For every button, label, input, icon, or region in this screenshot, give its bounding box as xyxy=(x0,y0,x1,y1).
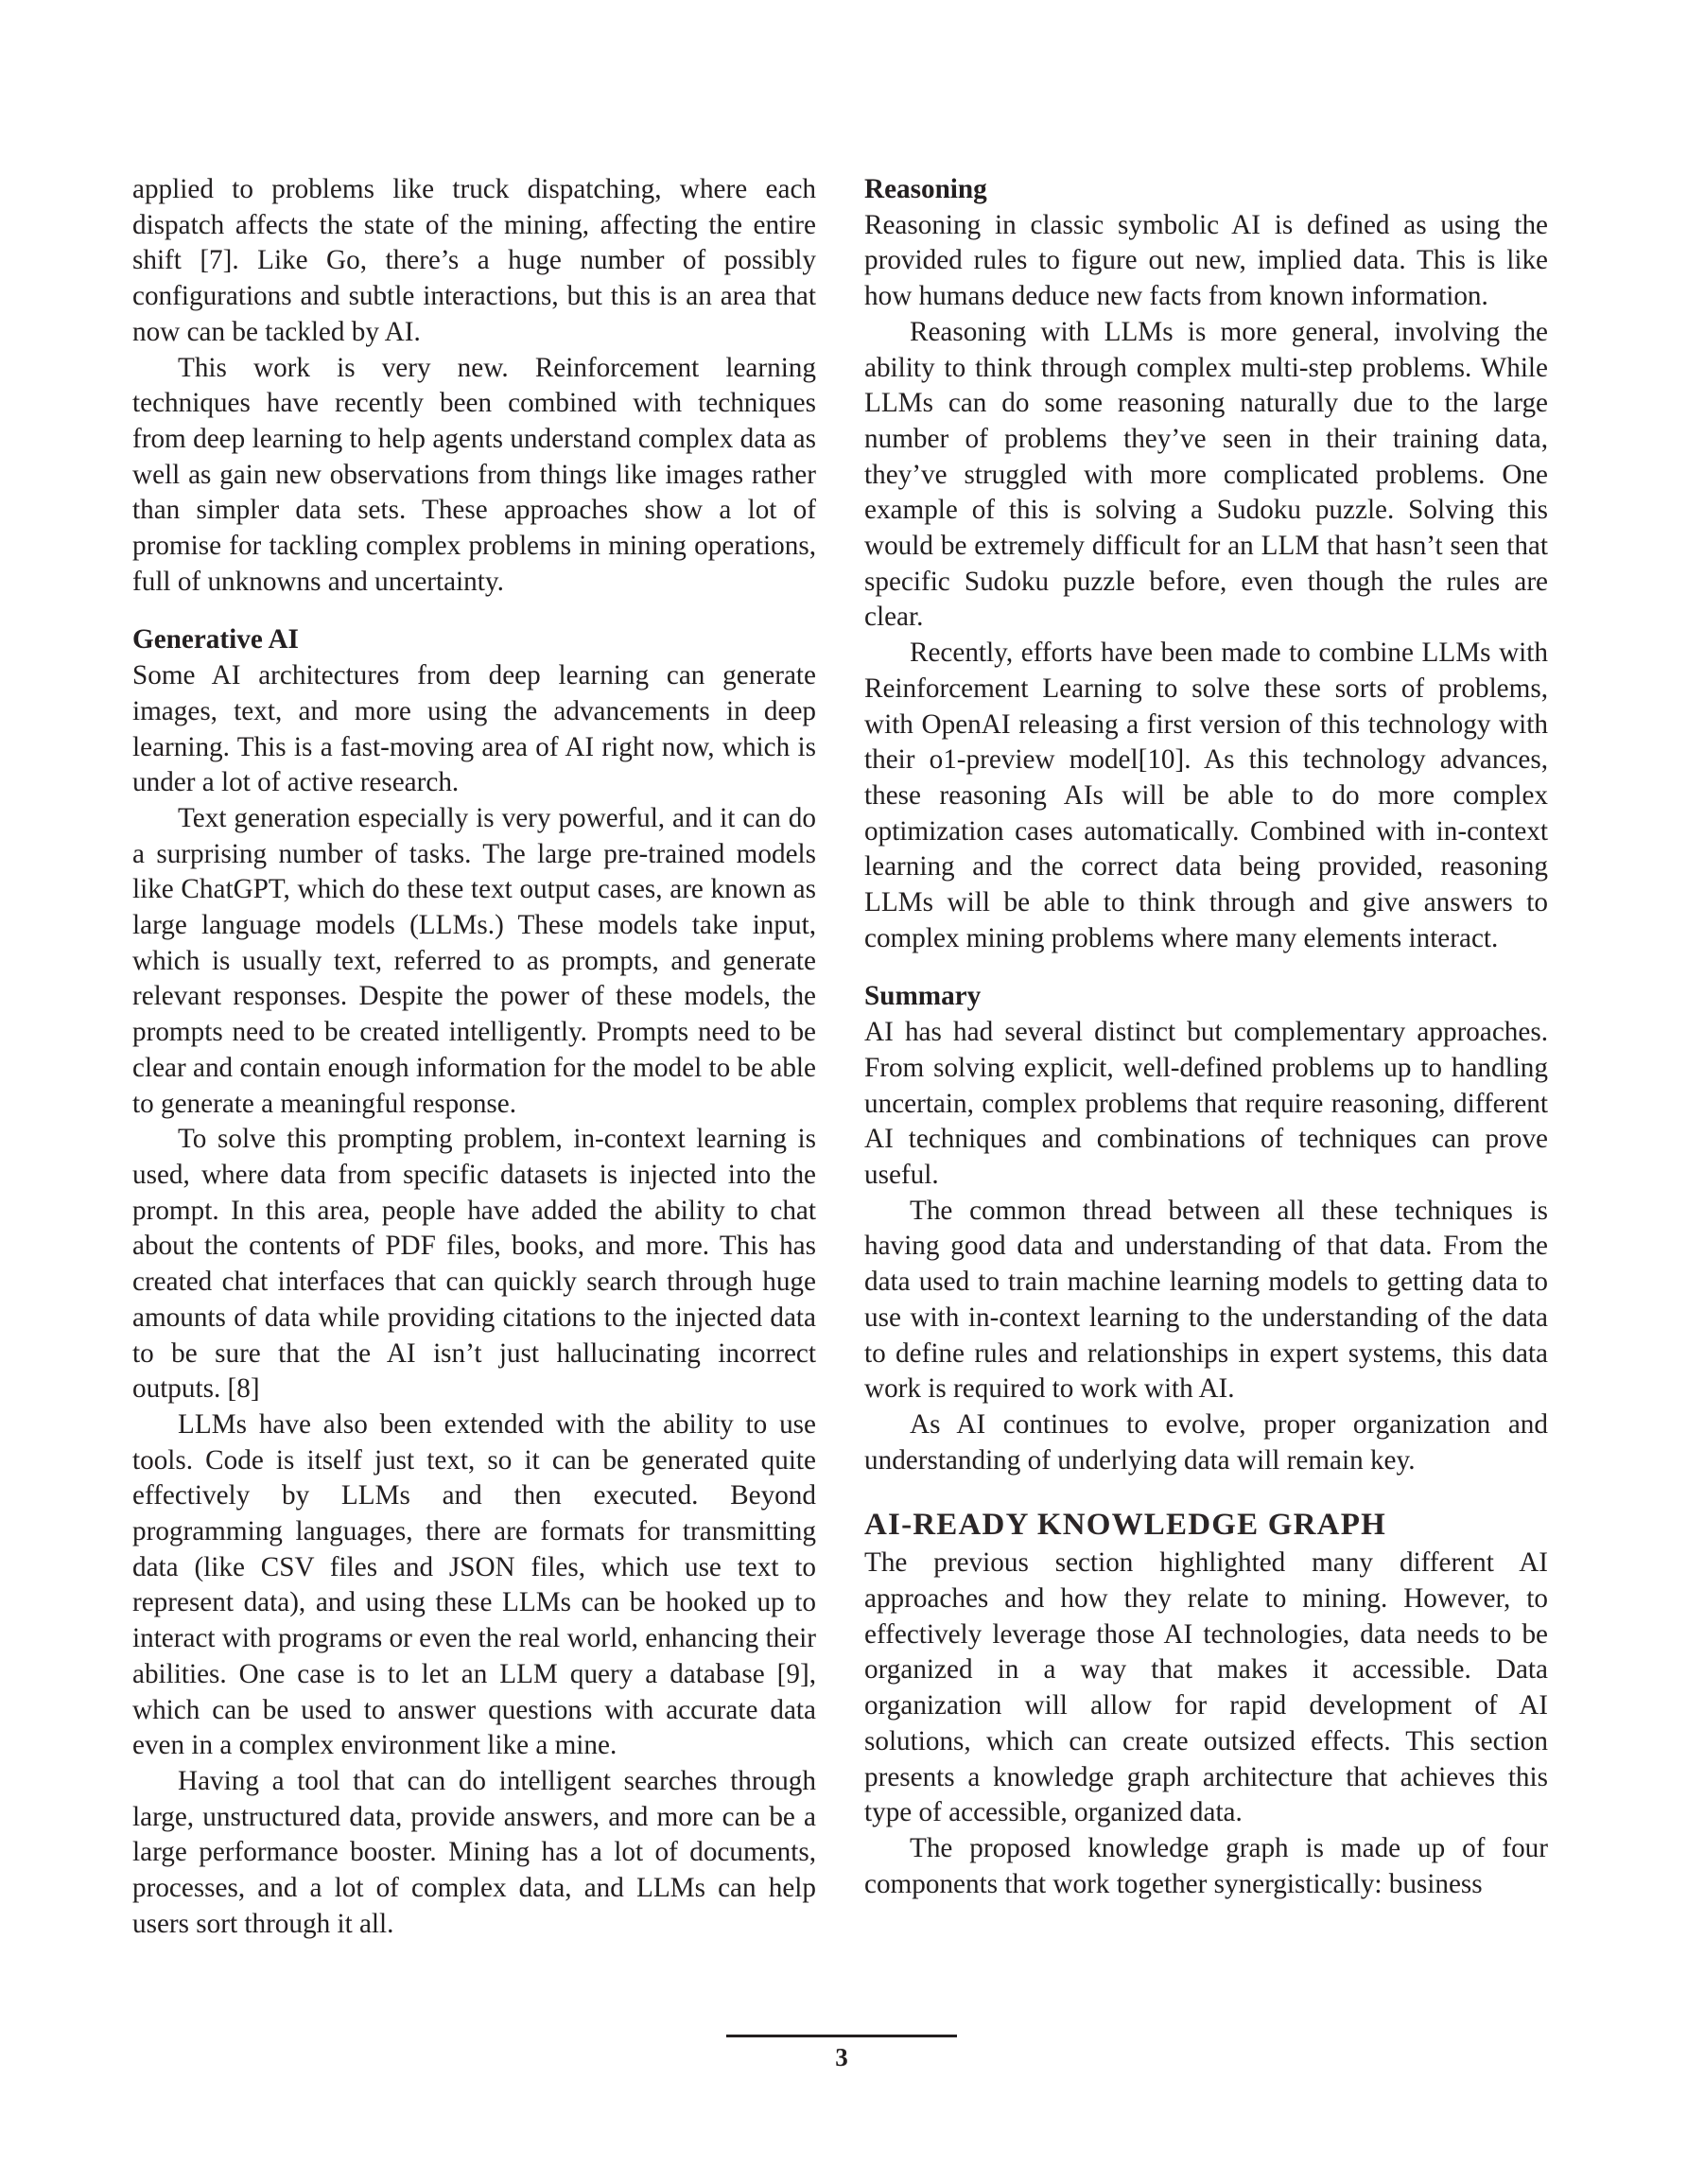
paragraph: AI has had several distinct but complementary approaches. From solving explicit, well-defined problems up to handling uncertain, complex problems that require reasoning, different AI techniques and combinations of techniques can prove useful. xyxy=(864,1017,1548,1190)
footer-divider xyxy=(726,2035,957,2037)
paragraph: This work is very new. Reinforcement learning techniques have recently been combined with techniques from deep learning to help agents understand complex data as well as gain new observations from things like images rather than simpler data sets. These approaches show a lot of promise for tackling complex problems in mining operations, full of unknowns and uncertainty. xyxy=(132,352,816,597)
subsection-heading-reasoning: Reasoning xyxy=(864,174,987,204)
paragraph: Recently, efforts have been made to combine LLMs with Reinforcement Learning to solve these sorts of problems, with OpenAI releasing a first version of this technology with their o1-preview model[10]. As this technology advances, these reasoning AIs will be able to do more complex optimization cases automatically. Combined with in-context learning and the correct data being provided, reasoning LLMs will be able to think through and give answers to complex mining problems where many elements interact. xyxy=(864,638,1548,953)
paragraph: The common thread between all these techniques is having good data and understanding of that data. From the data used to train machine learning models to getting data to use with in-context learning to the understanding of the data to define rules and relationships in expert systems, this data work is required to work with AI. xyxy=(864,1195,1548,1405)
paragraph: The proposed knowledge graph is made up of four components that work together synergistically: business xyxy=(864,1832,1548,1899)
paragraph: As AI continues to evolve, proper organization and understanding of underlying data will remain key. xyxy=(864,1408,1548,1476)
section-heading-knowledge-graph: AI-READY KNOWLEDGE GRAPH xyxy=(864,1508,1386,1543)
subsection-heading-summary: Summary xyxy=(864,981,982,1012)
paragraph: Some AI architectures from deep learning can generate images, text, and more using the advancements in deep learning. This is a fast-moving area of AI right now, which is under a lot of active research. xyxy=(132,660,816,798)
paragraph: To solve this prompting problem, in-context learning is used, where data from specific datasets is injected into the prompt. In this area, people have added the ability to chat about the contents of PDF files, books, and more. This has created chat interfaces that can quickly search through huge amounts of data while providing citations to the injected data to be sure that the AI isn’t just hallucinating incorrect outputs. [8] xyxy=(132,1124,816,1405)
paragraph: The previous section highlighted many different AI approaches and how they relate to mining. However, to effectively leverage those AI technologies, data needs to be organized in a way that makes it accessible. Data organization will allow for rapid development of AI solutions, which can create outsized effects. This section presents a knowledge graph architecture that achieves this type of accessible, organized data. xyxy=(864,1547,1548,1828)
paragraph: Having a tool that can do intelligent searches through large, unstructured data, provide answers, and more can be a large performance booster. Mining has a lot of documents, processes, and a lot of complex data, and LLMs can help users sort through it all. xyxy=(132,1765,816,1939)
paragraph: LLMs have also been extended with the ability to use tools. Code is itself just text, so it can be generated quite effectively by LLMs and then executed. Beyond programming languages, there are formats for transmitting data (like CSV files and JSON files, which use text to represent data), and using these LLMs can be hooked up to interact with programs or even the real world, enhancing their abilities. One case is to let an LLM query a database [9], which can be used to answer questions with accurate data even in a complex environment like a mine. xyxy=(132,1408,816,1761)
paragraph: applied to problems like truck dispatching, where each dispatch affects the state of the mining, affecting the entire shift [7]. Like Go, there’s a huge number of possibly configurations and subtle interactions, but this is an area that now can be tackled by AI. xyxy=(132,174,816,347)
paragraph: Reasoning with LLMs is more general, involving the ability to think through complex multi-step problems. While LLMs can do some reasoning naturally due to the large number of problems they’ve seen in their training data, they’ve struggled with more complicated problems. One example of this is solving a Sudoku puzzle. Solving this would be extremely difficult for an LLM that hasn’t seen that specific Sudoku puzzle before, even though the rules are clear. xyxy=(864,316,1548,633)
left-column xyxy=(132,172,816,1942)
paragraph: Reasoning in classic symbolic AI is defined as using the provided rules to figure out new, implied data. This is like how humans deduce new facts from known information. xyxy=(864,209,1548,312)
page-number: 3 xyxy=(835,2043,848,2071)
right-column xyxy=(864,172,1548,1902)
subsection-heading-generative-ai: Generative AI xyxy=(132,624,299,655)
paragraph: Text generation especially is very powerful, and it can do a surprising number of tasks. The large pre-trained models like ChatGPT, which do these text output cases, are known as large language models (LLMs.) These models take input, which is usually text, referred to as prompts, and generate relevant responses. Despite the power of these models, the prompts need to be created intelligently. Prompts need to be clear and contain enough information for the model to be able to generate a meaningful response. xyxy=(132,802,816,1119)
